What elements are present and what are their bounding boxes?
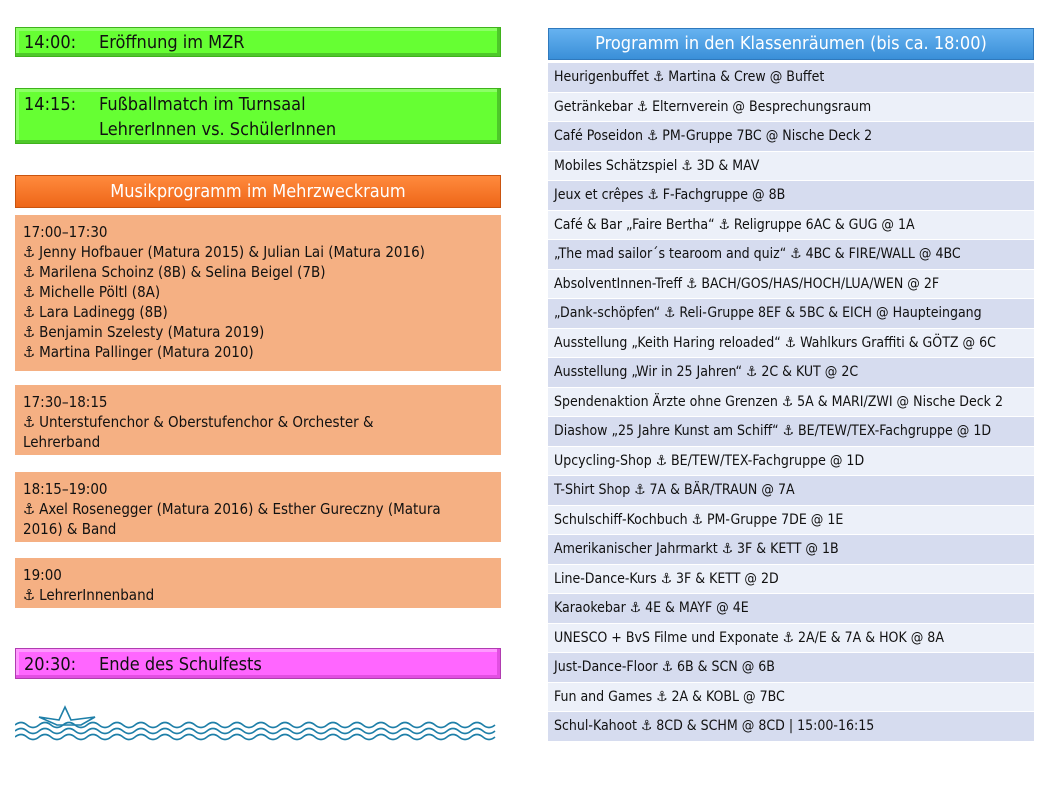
slot1-act-6: ⚓ Martina Pallinger (Matura 2010): [23, 343, 254, 361]
item-name: Mobiles Schätzspiel: [554, 157, 678, 174]
anchor-icon: ⚓: [23, 263, 36, 281]
item-detail: BE/TEW/TEX-Fachgruppe @ 1D: [797, 423, 992, 439]
anchor-icon: ⚓: [23, 343, 36, 361]
item-detail: Religruppe 6AC & GUG @ 1A: [733, 216, 915, 233]
item-detail: 3D & MAV: [696, 157, 760, 174]
slot4-line1: ⚓ LehrerInnenband: [23, 586, 155, 604]
opening-bar: [15, 27, 501, 57]
list-item: [548, 683, 1034, 713]
slot3-line1: ⚓ Axel Rosenegger (Matura 2016) & Esther Gureczny (Matura: [23, 500, 441, 518]
music-slot-3: [15, 472, 501, 542]
anchor-icon: ⚓: [686, 275, 698, 292]
item-name: Spendenaktion Ärzte ohne Grenzen: [554, 393, 778, 410]
item-name: Fun and Games: [554, 688, 653, 705]
closing-time: 20:30:: [24, 654, 77, 675]
opening-time: 14:00:: [24, 32, 77, 53]
slot4-time: 19:00: [23, 566, 62, 584]
football-time: 14:15:: [24, 94, 77, 115]
item-name: AbsolventInnen-Treff: [554, 275, 683, 292]
slot1-act-3: ⚓ Michelle Pöltl (8A): [23, 283, 161, 301]
item-name: Karaokebar: [554, 600, 626, 616]
slot1-act-1: ⚓ Jenny Hofbauer (Matura 2015) & Julian Lai (Matura 2016): [23, 243, 425, 261]
item-name: Upcycling-Shop: [554, 452, 652, 469]
list-item: [548, 63, 1034, 93]
list-item: [548, 476, 1034, 506]
anchor-icon: ⚓: [656, 688, 668, 705]
anchor-icon: ⚓: [661, 659, 673, 675]
list-item: [548, 624, 1034, 654]
list-item: [548, 447, 1034, 477]
anchor-icon: ⚓: [691, 511, 703, 528]
anchor-icon: ⚓: [641, 718, 653, 734]
anchor-icon: ⚓: [23, 586, 36, 604]
list-item: [548, 417, 1034, 447]
list-item: [548, 270, 1034, 300]
item-detail: PM-Gruppe 7BC @ Nische Deck 2: [662, 128, 873, 144]
item-name: Café & Bar „Faire Bertha“: [554, 216, 715, 233]
list-item: [548, 388, 1034, 418]
football-bar: [15, 88, 501, 144]
item-detail: BE/TEW/TEX-Fachgruppe @ 1D: [671, 452, 865, 469]
football-line2: LehrerInnen vs. SchülerInnen: [99, 119, 337, 140]
list-item: [548, 653, 1034, 683]
anchor-icon: ⚓: [664, 305, 676, 321]
item-detail: 2A & KOBL @ 7BC: [671, 688, 785, 705]
slot3-line2: 2016) & Band: [23, 520, 117, 538]
item-detail: 2C & KUT @ 2C: [761, 364, 859, 380]
item-name: „The mad sailor´s tearoom and quiz“: [554, 246, 787, 262]
item-detail: 3F & KETT @ 1B: [737, 541, 839, 557]
list-item: [548, 240, 1034, 270]
anchor-icon: ⚓: [721, 541, 733, 557]
slot1-act-4: ⚓ Lara Ladinegg (8B): [23, 303, 168, 321]
item-name: Schulschiff-Kochbuch: [554, 511, 688, 528]
item-name: T-Shirt Shop: [554, 482, 631, 498]
closing-text: Ende des Schulfests: [99, 654, 262, 675]
item-name: UNESCO + BvS Filme und Exponate: [554, 629, 779, 646]
anchor-icon: ⚓: [647, 187, 659, 203]
slot2-time: 17:30–18:15: [23, 393, 108, 411]
item-name: Schul-Kahoot: [554, 718, 637, 734]
anchor-icon: ⚓: [629, 600, 642, 616]
anchor-icon: ⚓: [790, 246, 802, 262]
waves-boat-icon: [15, 703, 499, 743]
item-name: Line-Dance-Kurs: [554, 570, 657, 587]
item-name: Just-Dance-Floor: [554, 659, 658, 675]
item-name: Ausstellung „Wir in 25 Jahren“: [554, 364, 743, 380]
anchor-icon: ⚓: [23, 283, 36, 301]
item-name: Ausstellung „Keith Haring reloaded“: [554, 334, 781, 351]
closing-bar: [15, 648, 501, 679]
music-header: Musikprogramm im Mehrzweckraum: [15, 175, 501, 208]
item-name: Getränkebar: [554, 98, 633, 115]
anchor-icon: ⚓: [655, 452, 668, 469]
list-item: [548, 122, 1034, 152]
slot2-line1: ⚓ Unterstufenchor & Oberstufenchor & Orchester &: [23, 413, 374, 431]
anchor-icon: ⚓: [634, 482, 646, 498]
list-item: [548, 181, 1034, 211]
item-detail: 2A/E & 7A & HOK @ 8A: [797, 629, 944, 646]
item-name: Café Poseidon: [554, 128, 643, 144]
item-name: Jeux et crêpes: [554, 187, 644, 203]
anchor-icon: ⚓: [782, 629, 794, 646]
item-name: „Dank-schöpfen“: [554, 305, 661, 321]
slot3-time: 18:15–19:00: [23, 480, 108, 498]
item-detail: BACH/GOS/HAS/HOCH/LUA/WEN @ 2F: [701, 275, 940, 292]
slot1-act-2: ⚓ Marilena Schoinz (8B) & Selina Beigel (7B): [23, 263, 326, 281]
item-detail: Elternverein @ Besprechungsraum: [652, 98, 872, 115]
opening-text: Eröffnung im MZR: [99, 32, 245, 53]
list-item: [548, 152, 1034, 182]
list-item: [548, 506, 1034, 536]
classroom-program-header: Programm in den Klassenräumen (bis ca. 18:00): [548, 28, 1034, 60]
anchor-icon: ⚓: [652, 69, 665, 85]
anchor-icon: ⚓: [781, 393, 794, 410]
list-item: [548, 93, 1034, 123]
item-detail: Wahlkurs Graffiti & GÖTZ @ 6C: [800, 334, 996, 351]
item-detail: Martina & Crew @ Buffet: [668, 69, 825, 85]
item-detail: 3F & KETT @ 2D: [676, 570, 779, 587]
item-name: Amerikanischer Jahrmarkt: [554, 541, 718, 557]
anchor-icon: ⚓: [746, 364, 758, 380]
list-item: [548, 329, 1034, 359]
item-detail: 6B & SCN @ 6B: [677, 659, 775, 675]
classroom-program-list: [548, 63, 1034, 742]
anchor-icon: ⚓: [23, 303, 36, 321]
anchor-icon: ⚓: [23, 500, 36, 518]
anchor-icon: ⚓: [636, 98, 649, 115]
item-name: Diashow „25 Jahre Kunst am Schiff“: [554, 423, 779, 439]
anchor-icon: ⚓: [784, 334, 797, 351]
list-item: [548, 535, 1034, 565]
item-detail: F-Fachgruppe @ 8B: [662, 187, 786, 203]
item-detail: 4BC & FIRE/WALL @ 4BC: [805, 246, 961, 262]
item-detail: PM-Gruppe 7DE @ 1E: [706, 511, 844, 528]
anchor-icon: ⚓: [782, 423, 794, 439]
item-name: Heurigenbuffet: [554, 69, 649, 85]
music-slot-4: [15, 558, 501, 608]
anchor-icon: ⚓: [23, 243, 36, 261]
music-slot-2: [15, 385, 501, 455]
anchor-icon: ⚓: [718, 216, 730, 233]
list-item: [548, 299, 1034, 329]
item-detail: 5A & MARI/ZWI @ Nische Deck 2: [797, 393, 1003, 410]
anchor-icon: ⚓: [647, 128, 659, 144]
slot1-time: 17:00–17:30: [23, 223, 108, 241]
list-item: [548, 211, 1034, 241]
anchor-icon: ⚓: [681, 157, 693, 174]
slot2-line2: Lehrerband: [23, 433, 101, 451]
item-detail: 4E & MAYF @ 4E: [645, 600, 749, 616]
anchor-icon: ⚓: [23, 413, 36, 431]
item-detail: 7A & BÄR/TRAUN @ 7A: [649, 482, 795, 498]
item-detail: 8CD & SCHM @ 8CD | 15:00-16:15: [656, 718, 875, 734]
anchor-icon: ⚓: [660, 570, 672, 587]
list-item: [548, 594, 1034, 624]
list-item: [548, 358, 1034, 388]
item-detail: Reli-Gruppe 8EF & 5BC & EICH @ Haupteingang: [679, 305, 982, 321]
music-slot-1: [15, 215, 501, 371]
football-line1: Fußballmatch im Turnsaal: [99, 94, 306, 115]
slot1-act-5: ⚓ Benjamin Szelesty (Matura 2019): [23, 323, 265, 341]
list-item: [548, 565, 1034, 595]
list-item: [548, 712, 1034, 742]
anchor-icon: ⚓: [23, 323, 36, 341]
